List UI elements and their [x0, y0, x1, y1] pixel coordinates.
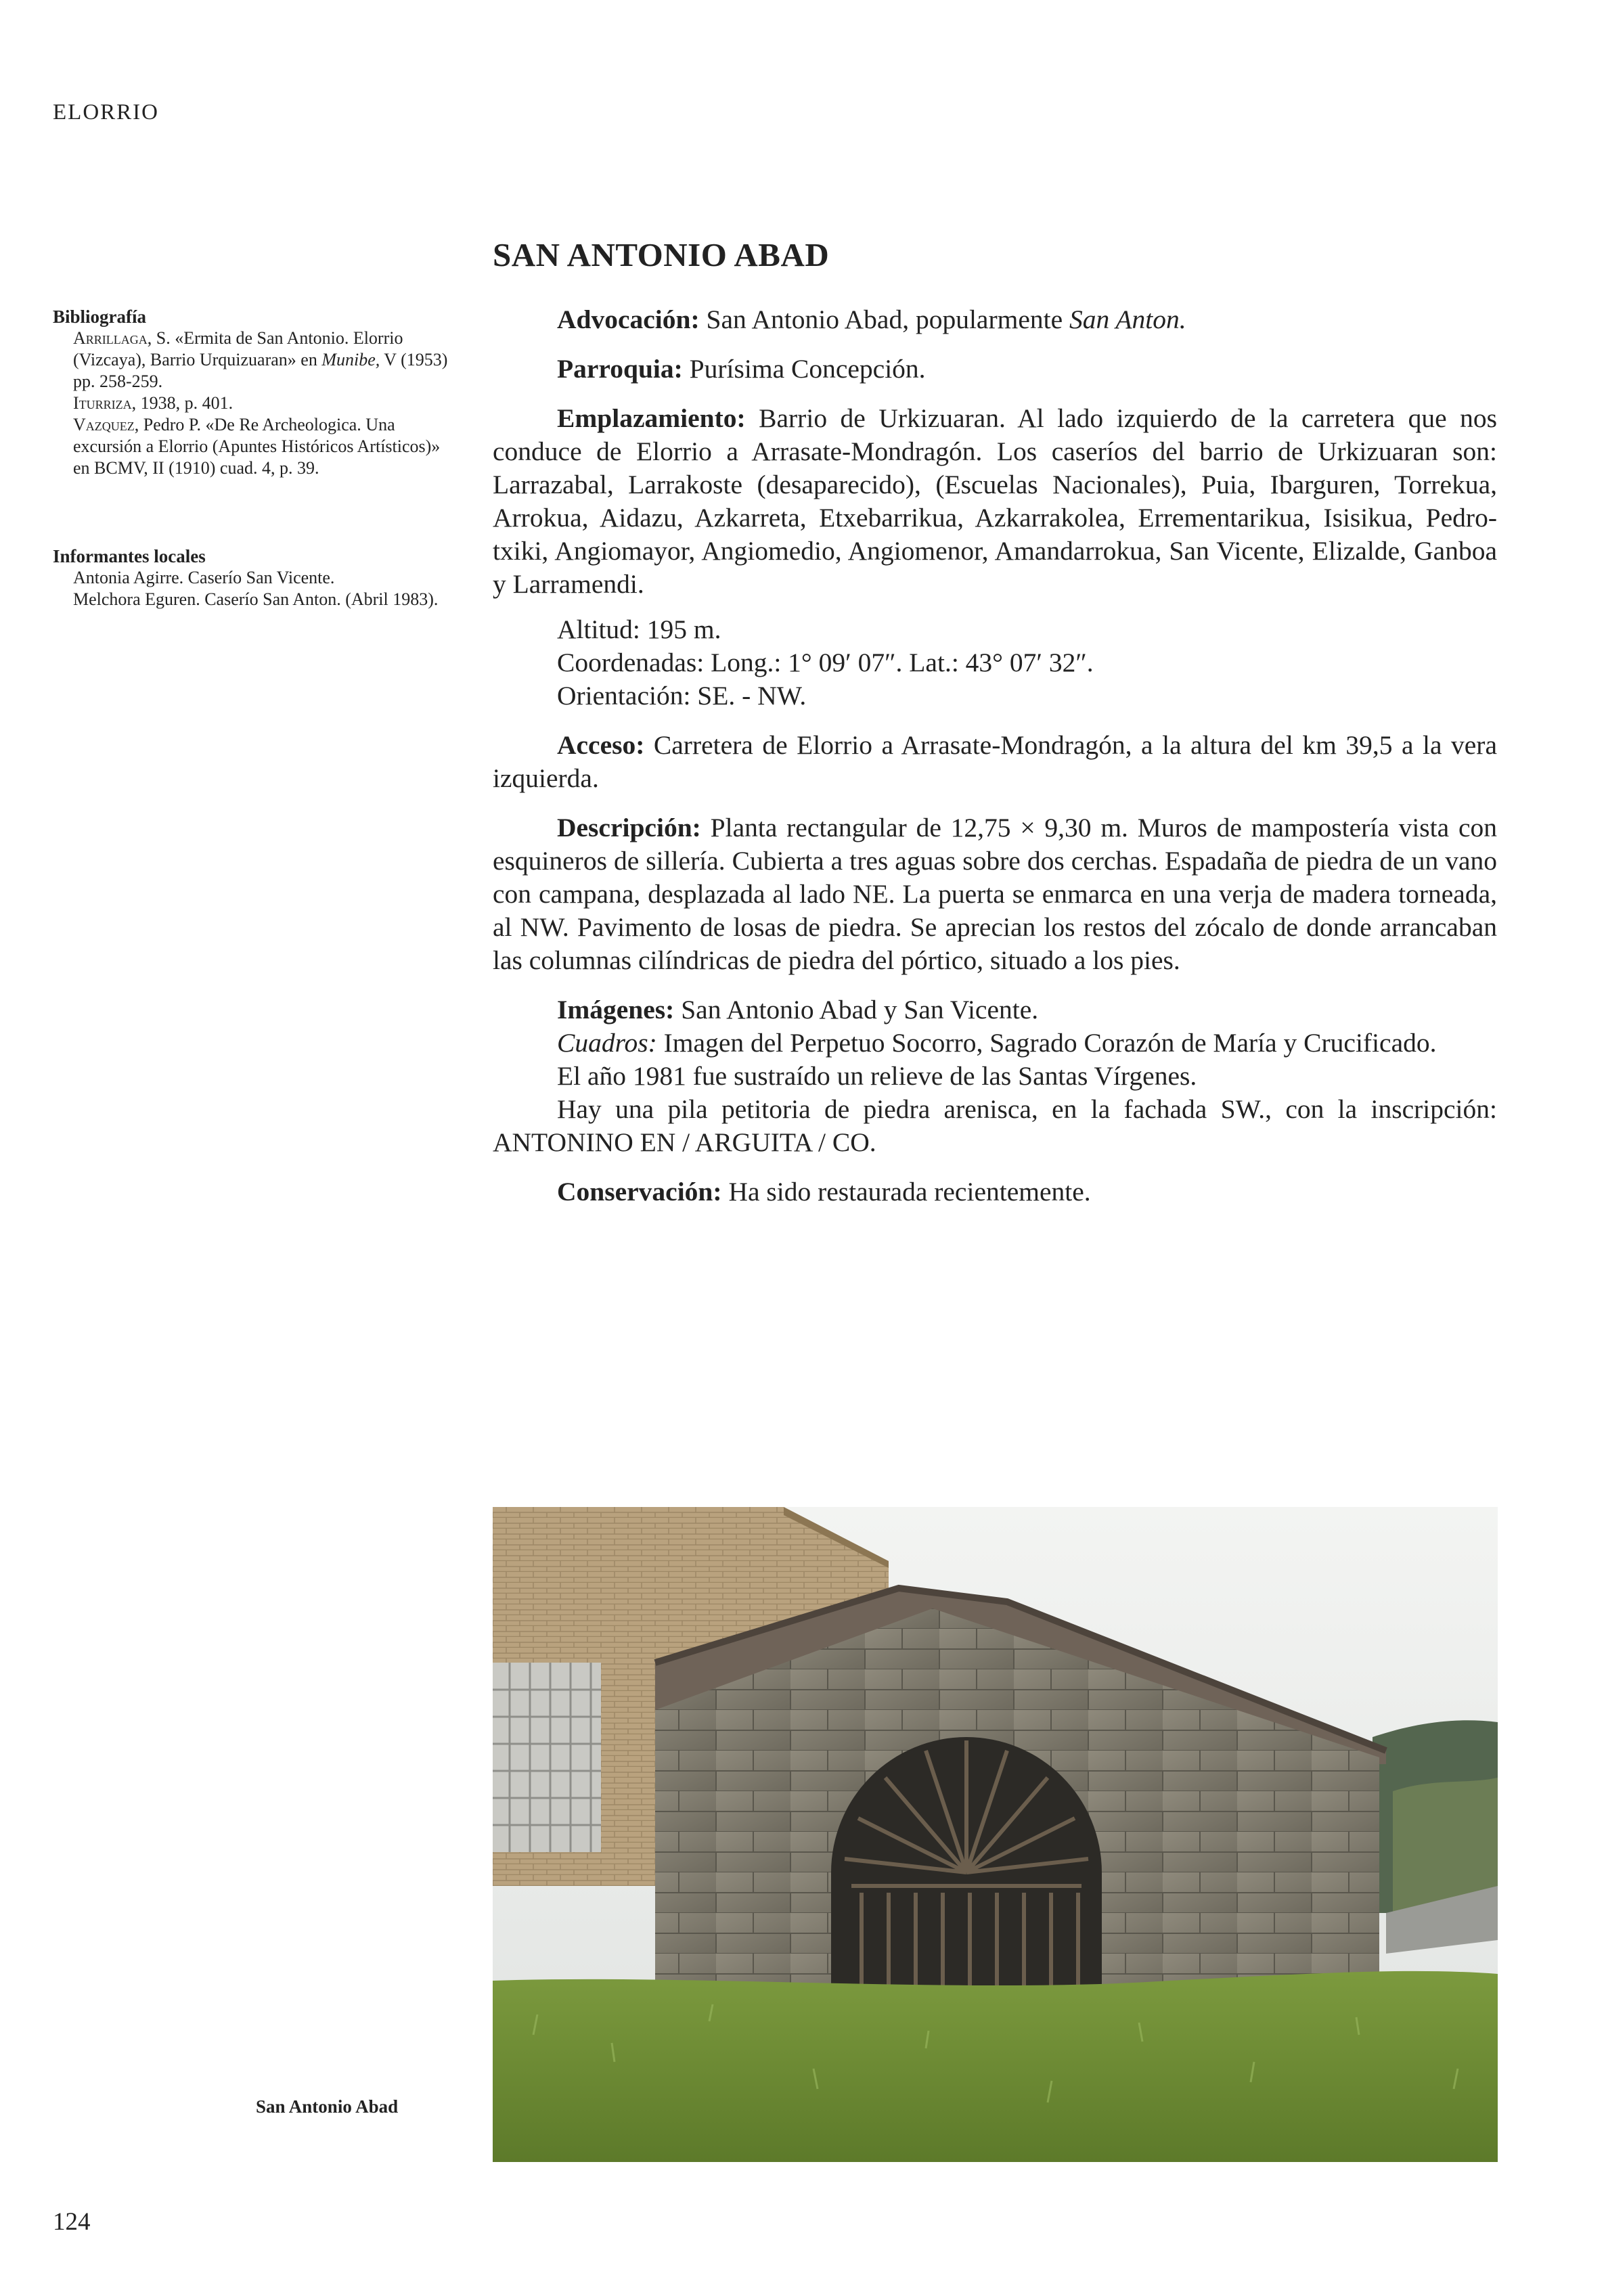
informant-entry: Antonia Agirre. Caserío San Vicente. [73, 568, 335, 587]
page-title: SAN ANTONIO ABAD [493, 236, 830, 273]
advocacion-text: San Antonio Abad, popularmente [699, 305, 1070, 334]
conservacion-text: Ha sido restaurada recientemente. [721, 1177, 1091, 1207]
imagenes-label: Imágenes: [557, 995, 675, 1025]
conservacion-label: Conservación: [557, 1177, 722, 1207]
bibliography-entry [53, 392, 449, 414]
acceso-label: Acceso: [557, 730, 645, 760]
cuadros-label: Cuadros: [557, 1028, 657, 1058]
cuadros-paragraph [493, 1027, 1497, 1060]
imagenes-text: San Antonio Abad y San Vicente. [674, 995, 1039, 1025]
author: Vazquez [73, 415, 135, 434]
advocacion-label: Advocación: [557, 305, 700, 334]
descripcion-text: Planta rectangular de 12,75 × 9,30 m. Muros de mampostería vista con esquineros de sillería. Cubierta a tres aguas sobre dos cerchas. Espadaña de piedra de un vano con campana, desplazada al lado NE. La puerta se enmarca en una verja de madera torneada, al NW. Pavimento de losas de piedra. Se aprecian los restos del zócalo de donde arrancaban las columnas cilíndricas de piedra del pórtico, situado a los pies. [493, 813, 1497, 975]
parroquia-label: Parroquia: [557, 354, 683, 384]
entry-text: , S. «Ermita de San Antonio. Elorrio (Vizcaya), Barrio Urquizuaran» en [73, 328, 403, 369]
informant-entry: Melchora Eguren. Caserío San Anton. (Abril 1983). [73, 589, 439, 609]
entry-text: , Pedro P. «De Re Archeologica. Una excursión a Elorrio (Apuntes Históricos Artísticos)» en BCMV, II (1910) cuad. 4, p. 39. [73, 415, 441, 478]
advocacion-paragraph [493, 303, 1497, 336]
orientacion: Orientación: SE. - NW. [557, 681, 807, 711]
emplazamiento-label: Emplazamiento: [557, 403, 746, 433]
acceso-text: Carretera de Elorrio a Arrasate-Mondragón, a la altura del km 39,5 a la vera izquierda. [493, 730, 1497, 793]
photo-caption: San Antonio Abad [256, 2096, 399, 2117]
conservacion-paragraph [493, 1175, 1497, 1209]
parroquia-text: Purísima Concepción. [682, 354, 926, 384]
bibliography-section [53, 306, 449, 479]
robo-paragraph: El año 1981 fue sustraído un relieve de las Santas Vírgenes. [557, 1061, 1197, 1091]
parroquia-paragraph [493, 353, 1497, 386]
bibliography-entry [53, 328, 449, 392]
entry-text: , 1938, p. 401. [131, 393, 233, 413]
descripcion-paragraph [493, 811, 1497, 977]
entry-rest: V (1953) pp. 258-259. [73, 350, 448, 391]
location-data [493, 613, 1497, 713]
running-head: ELORRIO [53, 100, 159, 125]
advocacion-italic: San Anton. [1069, 305, 1186, 334]
emplazamiento-paragraph [493, 402, 1497, 601]
informants-heading: Informantes locales [53, 546, 206, 566]
author: Iturriza [73, 393, 132, 413]
journal: Munibe, [321, 350, 380, 369]
imagenes-paragraph [493, 993, 1497, 1027]
descripcion-label: Descripción: [557, 813, 701, 842]
hermitage-photo [493, 1507, 1498, 2162]
bibliography-heading: Bibliografía [53, 307, 147, 327]
coordenadas: Coordenadas: Long.: 1° 09′ 07″. Lat.: 43° 07′ 32″. [557, 648, 1094, 677]
bibliography-entry [53, 414, 449, 479]
altitud: Altitud: 195 m. [557, 614, 721, 644]
cuadros-text: Imagen del Perpetuo Socorro, Sagrado Corazón de María y Crucificado. [656, 1028, 1437, 1058]
author: Arrillaga [73, 328, 148, 348]
page-number: 124 [53, 2208, 91, 2236]
pila-paragraph: Hay una pila petitoria de piedra arenisca, en la fachada SW., con la inscripción: ANTONINO EN / ARGUITA / CO. [493, 1094, 1497, 1157]
main-text [493, 303, 1497, 1209]
informants-section [53, 545, 449, 610]
acceso-paragraph [493, 729, 1497, 795]
emplazamiento-text: Barrio de Urkizuaran. Al lado izquierdo de la carretera que nos conduce de Elorrio a Arrasate-Mondragón. Los caseríos del barrio de Urkizuaran son: Larrazabal, Larrakoste (desaparecido), (Escuelas Nacionales), Puia, Ibarguren, Torrekua, Arrokua, Aidazu, Azkarreta, Etxebarrikua, Azkarrakolea, Errementarikua, Isisikua, Pedro-txiki, Angiomayor, Angiomedio, Angiomenor, Amandarrokua, San Vicente, Elizalde, Ganboa y Larramendi. [493, 403, 1497, 599]
